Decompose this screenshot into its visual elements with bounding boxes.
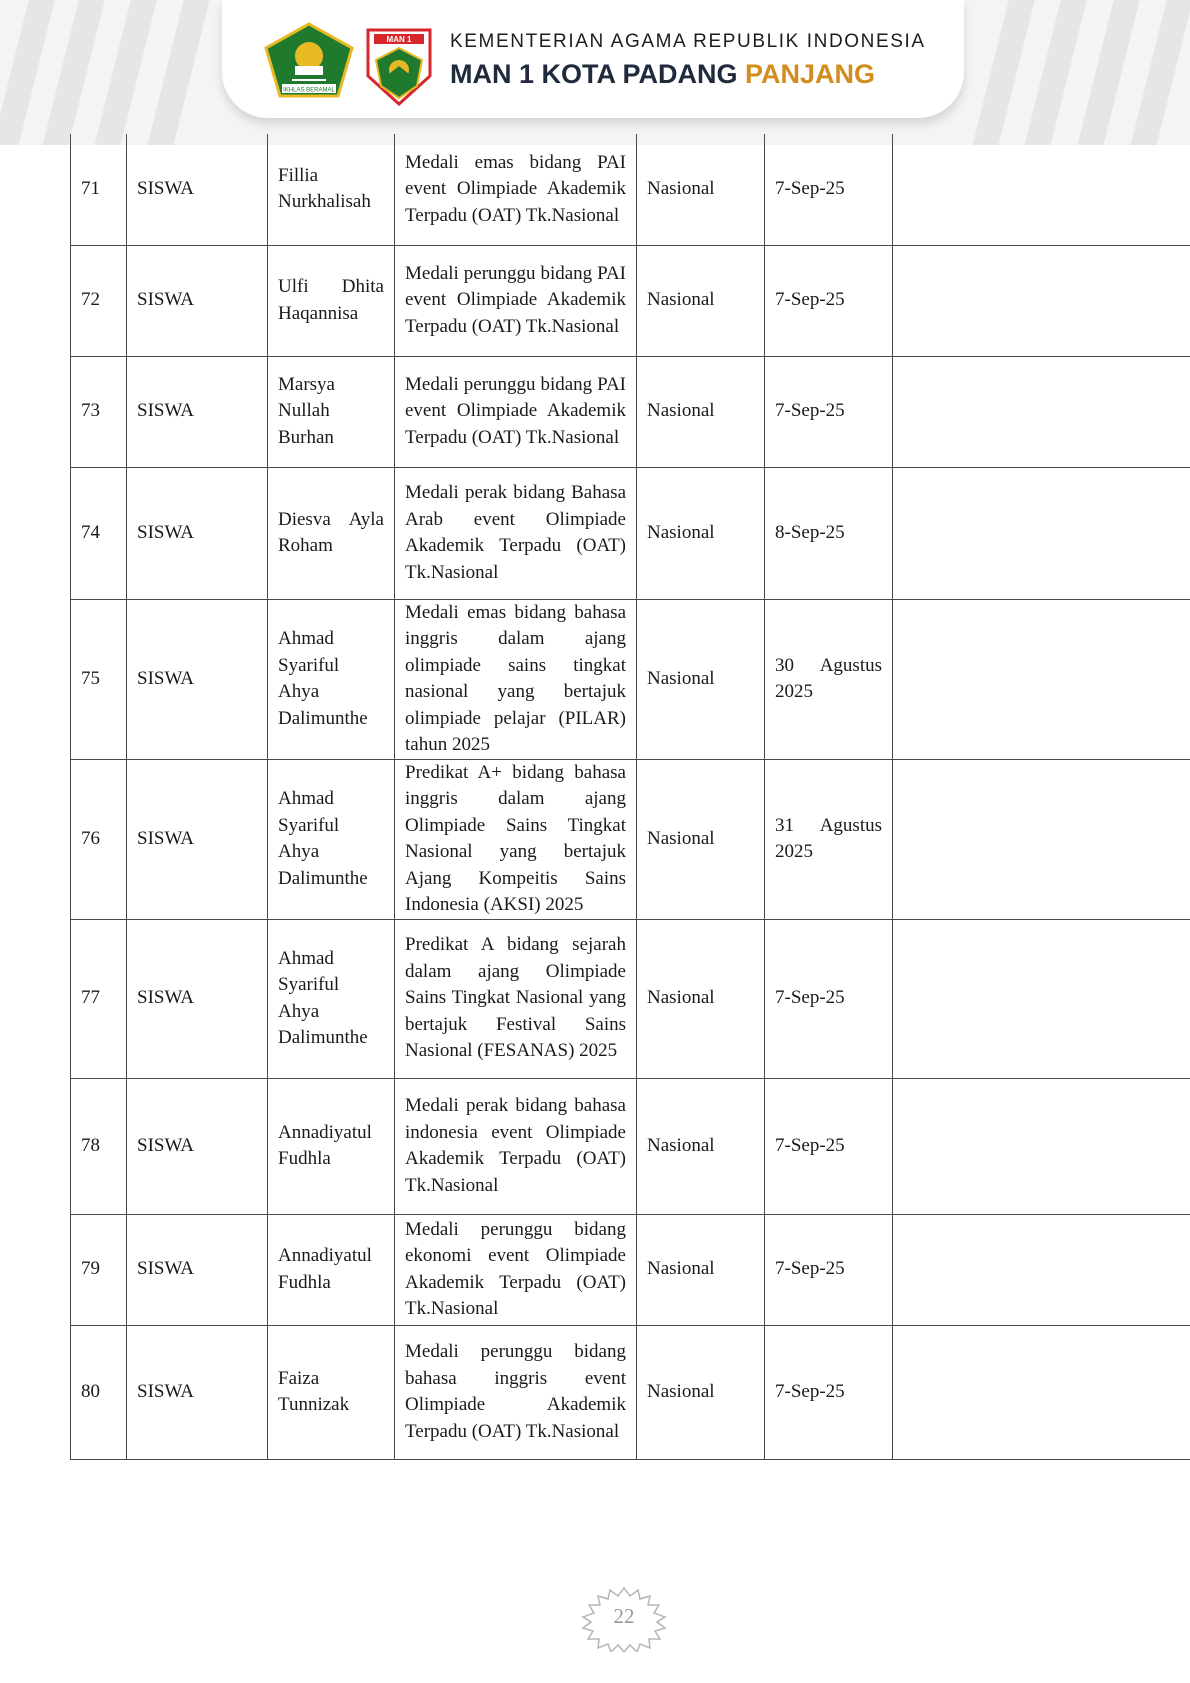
row-note (893, 467, 1190, 599)
row-date: 7-Sep-25 (765, 1325, 893, 1459)
row-level: Nasional (637, 599, 765, 759)
row-number: 75 (71, 599, 127, 759)
row-date: 8-Sep-25 (765, 467, 893, 599)
ministry-name: KEMENTERIAN AGAMA REPUBLIK INDONESIA (450, 31, 926, 52)
row-date: 7-Sep-25 (765, 1078, 893, 1214)
logo-caption: IKHLAS BERAMAL (283, 87, 335, 94)
row-name: Faiza Tunnizak (268, 1325, 395, 1459)
table-row (71, 1325, 1190, 1459)
row-level: Nasional (637, 356, 765, 467)
row-level: Nasional (637, 759, 765, 919)
row-category: SISWA (127, 134, 268, 245)
row-category: SISWA (127, 1325, 268, 1459)
row-number: 73 (71, 356, 127, 467)
row-note (893, 245, 1190, 356)
row-achievement: Predikat A+ bidang bahasa inggris dalam ajang Olimpiade Sains Tingkat Nasional yang bertajuk Ajang Kompeitis Sains Indonesia (AKSI) 2025 (395, 759, 637, 919)
row-level: Nasional (637, 919, 765, 1078)
row-achievement: Medali perak bidang bahasa indonesia event Olimpiade Akademik Terpadu (OAT) Tk.Nasional (395, 1078, 637, 1214)
row-level: Nasional (637, 1078, 765, 1214)
table-row (71, 467, 1190, 599)
row-number: 80 (71, 1325, 127, 1459)
table-row (71, 1214, 1190, 1325)
row-achievement: Medali perunggu bidang bahasa inggris event Olimpiade Akademik Terpadu (OAT) Tk.Nasional (395, 1325, 637, 1459)
row-achievement: Predikat A bidang sejarah dalam ajang Olimpiade Sains Tingkat Nasional yang bertajuk Festival Sains Nasional (FESANAS) 2025 (395, 919, 637, 1078)
row-date: 7-Sep-25 (765, 134, 893, 245)
row-note (893, 1214, 1190, 1325)
row-category: SISWA (127, 245, 268, 356)
row-number: 71 (71, 134, 127, 245)
row-category: SISWA (127, 1214, 268, 1325)
logo-caption: MAN 1 (386, 35, 412, 44)
row-date: 7-Sep-25 (765, 356, 893, 467)
table-row (71, 759, 1190, 919)
row-date: 7-Sep-25 (765, 1214, 893, 1325)
row-category: SISWA (127, 599, 268, 759)
row-number: 72 (71, 245, 127, 356)
man1-logo (362, 26, 436, 106)
row-number: 74 (71, 467, 127, 599)
row-level: Nasional (637, 245, 765, 356)
row-note (893, 759, 1190, 919)
row-level: Nasional (637, 467, 765, 599)
table-row (71, 134, 1190, 245)
row-note (893, 356, 1190, 467)
row-achievement: Medali emas bidang bahasa inggris dalam ajang olimpiade sains tingkat nasional yang bertajuk olimpiade pelajar (PILAR) tahun 2025 (395, 599, 637, 759)
row-date: 7-Sep-25 (765, 919, 893, 1078)
row-achievement: Medali perunggu bidang ekonomi event Olimpiade Akademik Terpadu (OAT) Tk.Nasional (395, 1214, 637, 1325)
table-row (71, 919, 1190, 1078)
table-row (71, 1078, 1190, 1214)
school-name-main: MAN 1 KOTA PADANG (450, 59, 745, 89)
row-date: 31 Agustus 2025 (765, 759, 893, 919)
row-name: Ahmad Syariful Ahya Dalimunthe (268, 599, 395, 759)
row-achievement: Medali emas bidang PAI event Olimpiade Akademik Terpadu (OAT) Tk.Nasional (395, 134, 637, 245)
row-name: Fillia Nurkhalisah (268, 134, 395, 245)
row-note (893, 134, 1190, 245)
kemenag-logo (262, 22, 356, 100)
row-name: Ahmad Syariful Ahya Dalimunthe (268, 759, 395, 919)
school-name (450, 59, 930, 90)
page-number: 22 (613, 1604, 635, 1628)
achievement-table (70, 134, 1190, 1460)
school-name-accent: PANJANG (745, 59, 876, 89)
row-category: SISWA (127, 467, 268, 599)
row-name: Ulfi Dhita Haqannisa (268, 245, 395, 356)
row-number: 78 (71, 1078, 127, 1214)
row-achievement: Medali perak bidang Bahasa Arab event Olimpiade Akademik Terpadu (OAT) Tk.Nasional (395, 467, 637, 599)
row-category: SISWA (127, 1078, 268, 1214)
row-number: 77 (71, 919, 127, 1078)
row-note (893, 1325, 1190, 1459)
row-achievement: Medali perunggu bidang PAI event Olimpiade Akademik Terpadu (OAT) Tk.Nasional (395, 356, 637, 467)
row-category: SISWA (127, 759, 268, 919)
row-name: Ahmad Syariful Ahya Dalimunthe (268, 919, 395, 1078)
row-achievement: Medali perunggu bidang PAI event Olimpiade Akademik Terpadu (OAT) Tk.Nasional (395, 245, 637, 356)
row-date: 30 Agustus 2025 (765, 599, 893, 759)
row-level: Nasional (637, 1214, 765, 1325)
row-note (893, 919, 1190, 1078)
row-name: Annadiyatul Fudhla (268, 1078, 395, 1214)
row-name: Annadiyatul Fudhla (268, 1214, 395, 1325)
table-row (71, 245, 1190, 356)
table-row (71, 356, 1190, 467)
row-date: 7-Sep-25 (765, 245, 893, 356)
row-note (893, 599, 1190, 759)
row-category: SISWA (127, 919, 268, 1078)
row-note (893, 1078, 1190, 1214)
row-name: Marsya Nullah Burhan (268, 356, 395, 467)
row-category: SISWA (127, 356, 268, 467)
row-number: 79 (71, 1214, 127, 1325)
row-level: Nasional (637, 134, 765, 245)
row-level: Nasional (637, 1325, 765, 1459)
row-number: 76 (71, 759, 127, 919)
table-row (71, 599, 1190, 759)
row-name: Diesva Ayla Roham (268, 467, 395, 599)
